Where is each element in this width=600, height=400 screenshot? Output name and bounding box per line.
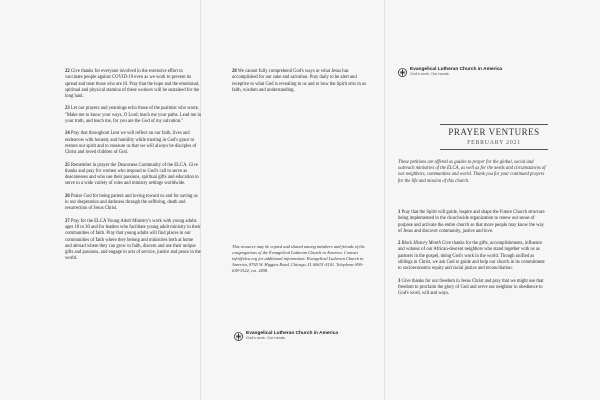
petition-text: Let our prayers and yearnings echo those of the psalmist who wrote, "Make me to know your ways, O Lord; teach me your paths. Lead me in your truth, and teach me, for you are the God of my salvation." [65, 106, 201, 125]
petition-number: 24 [65, 131, 70, 137]
elca-logo-top [398, 67, 502, 77]
petition-text: Pray that throughout Lent we will reflect on our faith, lives and endeavors with honesty and humility while trusting in God's grace to restore our spirit and to reassure us that we will always be disciples of Christ and loved children of God. [65, 131, 197, 156]
petition-23 [65, 106, 201, 125]
organization-tagline: God's work. Our hands. [246, 336, 286, 340]
petition-text: Give thanks for the gifts, accomplishments, influence and witness of our African-descent neighbors who stand together with us as partners in the gospel, doing God's work in the world. Though unified as siblings in Christ, we ask God to guide and help our church in its commitment to socioeconomic equity and racial justice and reconciliation. [398, 241, 545, 272]
page-title: PRAYER VENTURES [448, 127, 540, 137]
petition-text: We cannot fully comprehend God's ways or what Jesus has accomplished for our sake and salvation. Pray daily to be alert and receptive to what God is revealing to us and to how the Spirit stirs in us faith, wisdom and understanding. [232, 69, 367, 93]
fold-line [384, 0, 385, 400]
petition-28 [232, 69, 368, 94]
petition-text: Give thanks for everyone involved in the extensive effort to vaccinate people against COVID-19 even as we work to prevent its spread and treat those who are ill. Pray that the hope and the emotional, spiritual and physical stamina of these workers will be sustained for the long haul. [65, 69, 200, 100]
title-rule-bottom [440, 149, 548, 150]
organization-tagline: God's work. Our hands. [410, 72, 450, 76]
intro-text: These petitions are offered as guides to prayer for the global, social and outreach ministries of the ELCA, as well as for the needs and circumstances of our neighbors, communities and world. Thank you for your continued prayers for the life and mission of this church. [398, 160, 546, 184]
elca-logo-bottom [234, 331, 338, 341]
petition-number: 28 [232, 69, 237, 74]
organization-name: Evangelical Lutheran Church in America [410, 67, 503, 72]
column-petitions-22-27 [65, 0, 201, 400]
petition-3 [398, 279, 548, 298]
petition-number: 1 [398, 210, 401, 215]
petition-number: 3 [398, 278, 401, 284]
petition-24 [65, 131, 201, 156]
petition-27 [65, 219, 201, 263]
petition-26 [65, 194, 201, 213]
petition-text: Pray for the ELCA Young Adult Ministry's work with young adults ages 18 to 30 and for leaders who facilitate young adult ministry in their communities of faith. Pray that young adults will find places in our communities of faith where they belong and ministries both at home and abroad where they can grow in faith, discern and use their unique gifts and passions, and engage in acts of service, justice and peace in the world. [65, 218, 201, 262]
petition-1 [398, 210, 548, 235]
petition-number: 23 [65, 106, 70, 112]
petition-text: Pray that the Spirit will guide, inspire and shape the Future Church structure being implemented in the churchwide organization to renew our sense of purpose and activate the entire church so that more people may know the way of Jesus and discover community, justice and love. [398, 210, 545, 234]
column-petitions-1-3 [398, 210, 548, 304]
organization-name: Evangelical Lutheran Church in America [246, 331, 339, 336]
petition-text: Give thanks for our freedom in Jesus Christ and pray that we might use that freedom to proclaim the glory of God and serve our neighbor in obedience to God's word, will and ways. [398, 278, 544, 297]
elca-cross-icon [398, 68, 407, 77]
petition-number: 25 [65, 162, 70, 168]
title-rule-top [440, 124, 548, 125]
petition-22 [65, 69, 201, 100]
petition-number: 22 [65, 69, 70, 74]
petition-25 [65, 163, 201, 188]
petition-text: Remember in prayer the Deaconess Community of the ELCA. Give thanks and pray for women who respond to God's call to serve as deaconesses and who use their passions, spiritual gifts and education to serve in a wide variety of roles and ministry settings worldwide. [65, 162, 199, 187]
page-subtitle: FEBRUARY 2021 [467, 140, 521, 146]
petition-number: 27 [65, 218, 70, 224]
petition-number: 2 [398, 241, 401, 247]
petition-lead: Black History Month [401, 241, 441, 247]
petition-text: Praise God for being patient and loving toward us and for saving us in our desperation and darkness through the suffering, death and resurrection of Jesus Christ. [65, 193, 198, 212]
petition-2 [398, 241, 548, 272]
petition-number: 26 [65, 193, 70, 199]
copyright-notice: This resource may be copied and shared among members and friends of the congregations of the Evangelical Lutheran Church in America. Contact info@elca.org for additional information. Evangelical Lutheran Church in America, 8765 W. Higgins Road, Chicago, IL 60631-4101. Telephone 800-638-3522, ext. 2458. [232, 244, 365, 273]
elca-cross-icon [234, 332, 243, 341]
